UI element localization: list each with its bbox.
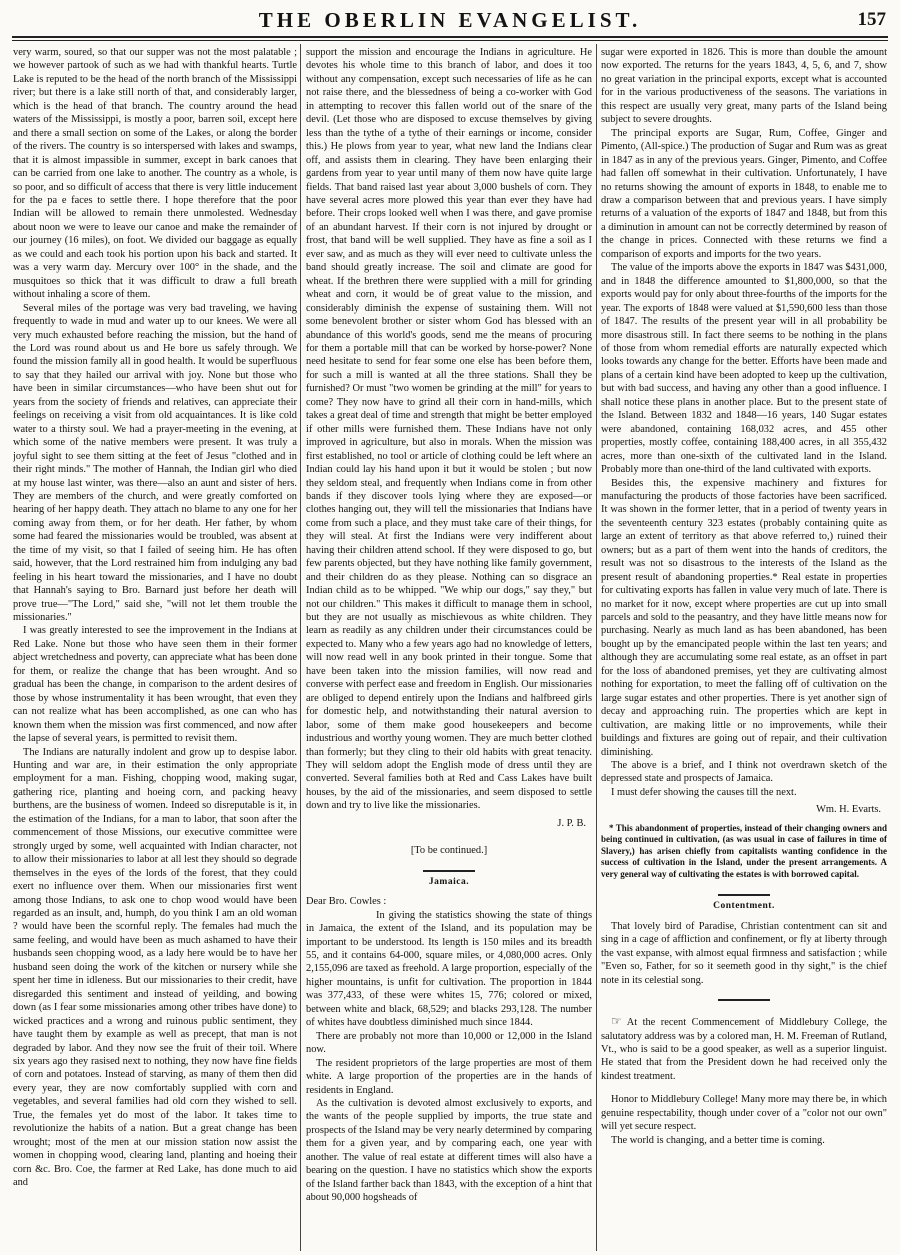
author-signature: Wm. H. Evarts.	[816, 804, 881, 816]
newspaper-title: THE OBERLIN EVANGELIST.	[258, 8, 642, 32]
paragraph: sugar were exported in 1826. This is more than double the amount now exported. The returns for the years 1843, 4, 5, 6, and 7, show no great variation in the principal exports, except what is accounted for in the various productiveness of the seasons. The variations in this respect are usually very great, many parts of the Island being subject to severe droughts.	[601, 47, 887, 126]
section-heading-jamaica: Jamaica.	[428, 876, 470, 887]
column-2	[306, 46, 592, 1251]
pointing-hand-icon: ☞	[611, 1014, 622, 1029]
paragraph	[601, 1015, 887, 1083]
paragraph: The principal exports are Sugar, Rum, Coffee, Ginger and Pimento, (All-spice.) The production of Sugar and Rum was as great in 1847 as in any of the previous years. Ginger, Pimento, and Coffee had fallen off somewhat in their cultivation. Unfortunately, I have no returns showing the amount of exports in 1848, to enable me to draw a comparison between that and previous years. I have simply returns of a valuation of the exports of 1847 and 1848, but from this a diminution in amount can not be correctly determined by reason of the change in prices. Connected with these returns we find a comparison of exports and imports for the two years.	[601, 127, 887, 260]
paragraph: very warm, soured, so that our supper was not the most palatable ; we however partook of such as we had with thankful hearts. Turtle Lake is reputed to be the head of the north branch of the Mississippi river; but there is a lake still north of that, and considerably larger, which is the head of that branch. The country around the head waters of the Mississippi, is mostly a poor, barren soil, except here and there a small section on some of the Lakes, or along the border of the rivers. The country is so interspersed with lakes and swamps, that it is almost impassible in summer, except in bark canoes that can be carried from one lake to another. The country as a whole, is so poor, and so difficult of access that there is very little inducement for the pa e faces to settle there. I hope therefore that the poor Indian will be allowed to remain there unmolested. Wednesday about noon we were to leave our canoe and make the remainder of our journey (16 miles), on foot. We divided our baggage as equally as we could and each took his portion upon his back and started. It was a very warm day. Mercury over 100° in the shade, and the musquitoes so thick that it was difficult to draw a full breath without inhaling a score of them.	[13, 47, 297, 301]
masthead	[0, 0, 900, 40]
header-rule	[12, 36, 888, 38]
paragraph: The world is changing, and a better time is coming.	[611, 1134, 825, 1146]
section-heading-contentment: Contentment.	[713, 901, 775, 912]
paragraph: There are probably not more than 10,000 or 12,000 in the Island now.	[306, 1030, 592, 1056]
column-divider	[596, 44, 597, 1251]
paragraph: In giving the statistics showing the state of things in Jamaica, the extent of the Island, and its population may be important to be understood. Its length is 150 miles and its breadth 55, and it contains 64-000, square miles, or 4,080,000 acres. Only 2,155,096 are taxed as freehold. A large proportion, especially of the higher mountains, is unfit for cultivation. The proportion in 1844 was 377,433, of these were whites 15, 776; colored or mixed, between white and black, 68,529; and blacks 293,128. The number of whites have doubtless diminished much since 1844.	[306, 909, 592, 1029]
paragraph: Besides this, the expensive machinery and fixtures for manufacturing the products of those factories have been sacrificed. It was shown in the former letter, that in a period of twenty years in the seventeenth century 323 estates (probably containing quite as large an extent of territory as that above referred to,) ruined their owners; but as a part of them went into the hands of creditors, the result was not so disastrous to the interests of the Island as the present result of abandoning properties.* Real estate in properties for cultivating exports has fallen in value very much of late. There is no market for it now, except where properties are cut up into small parcels and sold to the peasantry, and they have little means now for purchasing. Nearly as much land as has been abandoned, has been bought up by the emancipated people within the last ten years; and although they are accumulating some real estate, as an offset in part for the loss of abandoned premises, yet they are cultivating almost nothing for exportation, to meet the falling off of cultivation on the large sugar estates and other properties. There is yet another sign of decay and approaching ruin. The properties which are kept in cultivation, are making little or no improvements, while their buildings and fixtures are going out of repair, and their cultivation diminishing.	[601, 477, 887, 758]
paragraph: The Indians are naturally indolent and grow up to despise labor. Hunting and war are, in their estimation the only appropriate employment for a man. Fishing, chopping wood, making sugar, gathering rice, planting and hoeing corn, and packing heavy burthens, are the business of women. Indeed so disreputable is it, in the estimation of the Indians, for a man to labor, that soon after the commencement of those Missions, our executive committee were strongly urged by some, well acquainted with Indian character, not to allow their missionaries to labor at all lest they should so degrade themselves in the eyes of the lords of the forest, that they could exert no influence over them. When our missionaries first went among those Indians, to ask one to chop wood would have been regarded as an insult, and, humph, do you think I am an old woman ? would have been the scornful reply. The females had much the same feeling, and would have been as much ashamed to have their husbands seen chopping wood, as a lady here would be to have her husband seen doing the work of the kitchen or nursery while she spent her time in idleness. But our missionaries to their credit, have disregarded this sentiment and instead of yeilding, and bowing down (as I fear some missionaries among other tribes have done) to wicked practices and a wrong and ruinous public sentiment, they have taught them by example as well as precept, that man is not degraded by labor. And they now see the fruit of their toil. Where six years ago they rasised next to nothing, they now have fine fields of corn and potatoes. Instead of starving, as many of them then did every year, they are now comfortably supplied with corn and vegetables, and several families had old corn they wished to sell. True, the females yet do most of the labor. It takes time to revolutionize the habits of a nation. But a great change has been wrought; most of the men at our mission station now assist the women in chopping wood, clearing land, planting and hoeing their corn &c. Bro. Coe, the farmer at Red Lake, has done much to aid and	[13, 746, 297, 1189]
salutation: Dear Bro. Cowles :	[306, 896, 387, 908]
footnote	[601, 823, 887, 881]
paragraph: Several miles of the portage was very bad traveling, we having frequently to wade in mud and water up to our knees. We were all very much exhausted before reaching the mission, but the hand of the Lord was round about us and He bore us safely through. We found the mission family all in good health. It would be superfluous to say that they hailed our arrival with joy. None but those who have been in similar circumstances—who have been shut out for years from the society of friends and relatives, can appreciate their feelings on receiving a visit from old acquaintances. It is like cold water to a thirsty soul. We had a prayer-meeting in the evening, at which some of the native members were present. It was truly a joyful sight to see them sitting at the feet of Jesus "clothed and in their right minds." The mother of Hannah, the Indian girl who died at my house last winter, was there—also an aunt and sister of hers. They are members of the church, and were greatly comforted on hearing of her happy death. They attach no blame to any one for her coming away from them, or for her death. Her father, by whom some had feared the missionaries would be troubled, was absent at the time of my visit, so that I failed of seeing him. He has often said, however, that the Lord restrained him from indulging any bad feeling in his heart toward the missionaries, and I have no doubt that Hannah's saying to Bro. Barnard just before her death will prove true—"The Lord," said she, "will not let them trouble the missionaries."	[13, 302, 297, 624]
page-number: 157	[857, 9, 886, 30]
author-signature: J. P. B.	[557, 817, 586, 829]
footnote-text: * This abandonment of properties, instead of their changing owners and being continued in cultivation, (as was usual in case of failures in time of Slavery,) has arisen chiefly from capitalists wanting confidence in the success of cultivation in the Island, under the present arrangements. A very general way of cultivating the estates is with borrowed capital.	[601, 822, 887, 879]
paragraph: I must defer showing the causes till the next.	[611, 786, 797, 798]
paragraph: Honor to Middlebury College! Many more may there be, in which genuine respectability, though under cover of a "color not our own" will yet secure respect.	[601, 1094, 887, 1133]
paragraph: That lovely bird of Paradise, Christian contentment can sit and sing in a cage of affliction and confinement, or fly at liberty through the vast expanse, with almost equal firmness and satisfaction ; while "Even so, Father, for so it seemeth good in thy sight," is the chief note in its celestial song.	[601, 920, 887, 986]
paragraph: The resident proprietors of the large properties are most of them white. A large proportion of the properties are in the hands of residents in England.	[306, 1057, 592, 1096]
paragraph: support the mission and encourage the Indians in agriculture. He devotes his whole time to this branch of labor, and does it too without any compensation, except such necessaries of life as he can not raise there, and the blessedness of being a co-worker with God in attempting to recover this fallen world out of the snare of the devil. (Let those who are disposed to excuse themselves by giving less than the tythe of a tythe of their earnings or income, consider this.) He plows from year to year, what new land the Indians clear off, and assists them in clearing. They have been enlarging their gardens from year to year until many of them now have quite large fields. That band raised last year about 3,000 bushels of corn. They have several acres more plowed this year than ever they have had before. Their crops looked well when I was there, and gave promise of an abundant harvest. If their corn is not injured by drought or frost, that band will be well supplied. They have as fine a soil as I ever saw, and as much as they will ever need to cultivate unless the band should greatly increase. The soil and climate are good for wheat. If the brethren there were supplied with a mill for grinding wheat and corn, it would be of great value to the mission, and considerably diminish the expense of sustaining them. Will not some benevolent brother or sister whom God has blessed with an abundance of this world's goods, send me the means of procuring for them a portable mill that can be worked by horse-power? None need hesitate to send for fear some one else has been before them, for such a mill is wanted at all the three stations. Shall they be furnished? Or must "two women be grinding at the mill" for years to come? They now have to grind all their corn in hand-mills, which takes a great deal of time and strength that might be better employed if other mills were furnished them. These Indians have not only improved in agriculture, but also in morals. When the mission was first established, no tool or article of clothing could be left where an Indian could lay his hand upon it but it would be stolen ; but now they seldom steal, and frequently when Indians come in from other bands if they discover tools lying where they are exposed—or clothes hanging out, they will tell the missionaries that Indians have come from such a place, and they must take care of their things, for they will steal. At first the Indians were very indifferent about having their children attend school. If they were disposed to go, but few parents objected, but they have nothing like family government, and their children do as they please. Nothing can so disgrace an Indian child as to be whipped. "We whip our dogs," say they," but not our children." This makes it difficult to manage them in school, but they are not usually as mischievous as white children. They learn as readily as any children under their circumstances could be expected to. Many who a few years ago had no knowledge of letters, will now read well in any book printed in their tongue. Some that have been taken into the mission families, will now read and converse with perfect ease and freedom in English. Our missionaries are obliged to depend entirely upon the Indians and halfbreed girls for domestic help, and notwithstanding their natural aversion to labor, some of them make good housekeepers and become industrious and worthy young women. They are much better clothed than formerly; but they cling to their old habits with great tenacity. They will seldom adopt the English mode of dress until they are converted. Several families both at Red and Cass Lakes have built houses, by the aid of the missionaries, and seem disposed to settle down and try to live like the missionaries.	[306, 47, 592, 812]
continued-note: [To be continued.]	[410, 845, 488, 857]
column-divider	[300, 44, 301, 1251]
middlebury-text: At the recent Commencement of Middlebury College, the salutatory address was by a colored man, H. M. Freeman of Rutland, Vt., who is said to be a good speaker, as well as a superior linguist. He stated that from the President down he had received only the kindest treatment.	[601, 1017, 887, 1082]
section-rule	[718, 999, 770, 1001]
header-rule-thin	[12, 40, 888, 41]
section-rule	[423, 870, 475, 872]
paragraph: The above is a brief, and I think not overdrawn sketch of the depressed state and prospects of Jamaica.	[601, 760, 887, 785]
column-1	[13, 46, 297, 1251]
paragraph: As the cultivation is devoted almost exclusively to exports, and the wants of the people supplied by imports, the true state and prospects of the Island may be very nearly determined by comparing them for a given year, and by comparing each, one year with another. The value of real estate at different times will also have a bearing on the question. I have no statistics which show the exports of the Island farther back than 1843, with the exception of a hint that about 90,000 hogsheads of	[306, 1097, 592, 1204]
column-3	[601, 46, 887, 1251]
section-rule	[718, 894, 770, 896]
paragraph: The value of the imports above the exports in 1847 was $431,000, and in 1848 the difference amounted to $1,800,000, so that the exports would pay for only about three-fourths of the imports for the year. The exports of 1848 were valued at $1,590,600 less than those of 1847. The results of the present year will in all probability be more disastrous still. In fact there seems to be nothing in the plans of those from whom remedial efforts are naturally expected which looks towards any change for the better. Efforts have been made and plans of a certain kind have been adopted to keep up the cultivation, but with bad success, and having any other than a good influence. I shall notice these plans in another place. But to the present state of the Island. Between 1832 and 1848—16 years, 140 Sugar estates were abandoned, containing 168,032 acres, and 455 other properties, mostly coffee, containing 188,400 acres, in all 355,432 acres, more than one-sixth of the cultivated land in the Island. Probably more than one-third of the land cultivated with exports.	[601, 262, 887, 476]
paragraph: I was greatly interested to see the improvement in the Indians at Red Lake. None but those who have seen them in their former abject wretchedness and poverty, can appreciate what has been done for them, or realize the change that has been wrought. And so gradual has been the change, in comparison to the ardent desires of those by whose instrumentality it has been wrought, that even they can not realize what has been accomplished, as one can who has known them when the mission was first commenced, and now after the lapse of several years, is permitted to revisit them.	[13, 625, 297, 745]
